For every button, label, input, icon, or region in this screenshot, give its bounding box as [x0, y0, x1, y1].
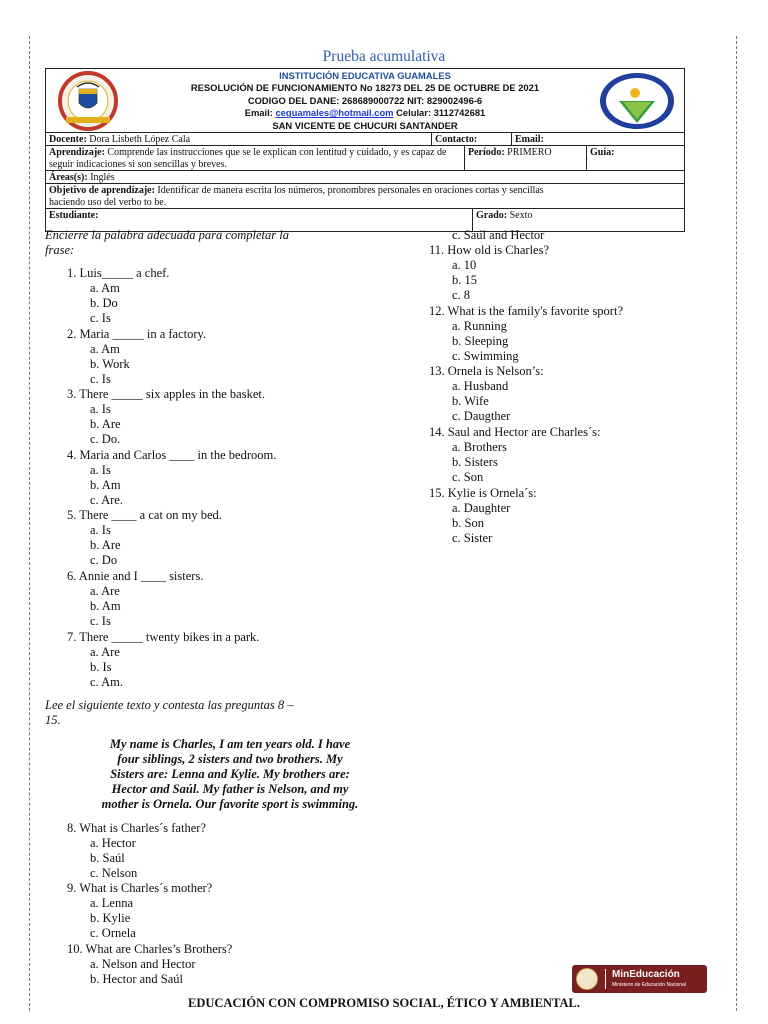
- answer-option[interactable]: b. Saúl: [90, 851, 125, 865]
- answer-option[interactable]: c. Is: [90, 311, 111, 325]
- answer-option[interactable]: b. Do: [90, 296, 118, 310]
- answer-option[interactable]: a. Is: [90, 462, 111, 477]
- answer-option[interactable]: c. Are.: [90, 492, 123, 507]
- header-table: [45, 68, 685, 232]
- instructions-2-line-2: 15.: [45, 713, 61, 727]
- question-text: 13. Ornela is Nelson’s:: [429, 364, 544, 379]
- question-text: 11. How old is Charles?: [429, 243, 550, 257]
- instructions-1-line-2: frase:: [45, 243, 75, 257]
- answer-option[interactable]: b. Work: [90, 356, 130, 371]
- answer-option[interactable]: b. Son: [452, 515, 484, 530]
- docente-row: [46, 133, 684, 146]
- answer-option[interactable]: c. 8: [452, 288, 471, 302]
- left-margin-line: [29, 36, 30, 1011]
- answer-option[interactable]: b. Wife: [452, 394, 489, 409]
- answer-option[interactable]: c. Son: [452, 470, 484, 485]
- answer-option[interactable]: b. Sisters: [452, 455, 498, 470]
- answer-option[interactable]: b. Sleeping: [452, 333, 509, 348]
- question-text: 15. Kylie is Ornela´s:: [429, 485, 537, 500]
- answer-option[interactable]: b. Am: [90, 477, 121, 492]
- aprendizaje-row: [46, 146, 684, 171]
- codes-text: CODIGO DEL DANE: 268689000722 NIT: 829002496-6: [247, 94, 483, 106]
- answer-option[interactable]: a. Brothers: [452, 440, 507, 455]
- instructions-1-line-1: Encierre la palabra adecuada para completar la: [45, 228, 289, 242]
- mineducacion-name: MinEducación: [612, 969, 680, 980]
- answer-option[interactable]: b. Hector and Saúl: [90, 971, 184, 986]
- docente-cell: Docente: Dora Lisbeth López Cala: [49, 134, 191, 145]
- answer-option[interactable]: b. 15: [452, 273, 477, 287]
- answer-option[interactable]: a. Hector: [90, 836, 136, 850]
- periodo-cell: Período: PRIMERO: [464, 146, 586, 170]
- aprendizaje-text: Comprende las instrucciones que se le explican con lentitud y cuidado, y es capaz de seguir indicaciones si son sencillas y breves.: [49, 147, 447, 170]
- answer-option[interactable]: c. Is: [90, 614, 111, 628]
- page-title: Prueba acumulativa: [322, 48, 446, 65]
- contacto-cell: Contacto:: [431, 133, 511, 145]
- footer-motto: EDUCACIÓN CON COMPROMISO SOCIAL, ÉTICO Y AMBIENTAL.: [188, 996, 580, 1010]
- contact-line: [46, 107, 684, 119]
- answer-option[interactable]: a. Running: [452, 318, 507, 333]
- answer-option[interactable]: c. Swimming: [452, 348, 519, 363]
- answer-option[interactable]: b. Are: [90, 538, 121, 553]
- question-text: 3. There _____ six apples in the basket.: [67, 387, 265, 402]
- answer-option[interactable]: b. Are: [90, 417, 121, 432]
- question-text: 2. Maria _____ in a factory.: [67, 326, 207, 341]
- question-text: 4. Maria and Carlos ____ in the bedroom.: [67, 447, 277, 462]
- estudiante-cell: Estudiante:: [49, 210, 99, 221]
- place-text: SAN VICENTE DE CHUCURI SANTANDER: [272, 119, 458, 131]
- answer-option[interactable]: c. Daugther: [452, 409, 511, 424]
- answer-option[interactable]: c. Am.: [90, 674, 123, 689]
- grado-value: Sexto: [509, 210, 533, 221]
- answer-option[interactable]: b. Kylie: [90, 911, 131, 926]
- question-text: 8. What is Charles´s father?: [67, 821, 206, 835]
- email-label: Email:: [244, 107, 273, 119]
- resolution-text: RESOLUCIÓN DE FUNCIONAMIENTO No 18273 DEL 25 DE OCTUBRE DE 2021: [190, 82, 540, 94]
- right-margin-line: [736, 36, 737, 1011]
- institution-name: INSTITUCIÓN EDUCATIVA GUAMALES: [279, 70, 451, 81]
- answer-option[interactable]: a. Am: [90, 281, 120, 295]
- answer-option[interactable]: a. Husband: [452, 379, 509, 394]
- answer-option[interactable]: c. Is: [90, 371, 111, 386]
- reading-line: mother is Ornela. Our favorite sport is swimming.: [101, 797, 359, 811]
- answer-option[interactable]: c. Nelson: [90, 866, 138, 880]
- question-text: 6. Annie and I ____ sisters.: [67, 569, 204, 583]
- answer-option[interactable]: c. Do.: [90, 432, 121, 447]
- objetivo-text-1: Identificar de manera escrita los números, pronombres personales en oraciones cortas y sencillas: [157, 185, 544, 196]
- areas-value: Inglés: [90, 172, 115, 183]
- objetivo-row: [46, 184, 684, 209]
- answer-option[interactable]: a. Lenna: [90, 896, 134, 911]
- answer-option[interactable]: a. 10: [452, 258, 477, 272]
- objetivo-cell: Objetivo de aprendizaje: Identificar de manera escrita los números, pronombres personales en oraciones cortas y sencillas haciendo uso del verbo to be.: [49, 185, 544, 208]
- answer-option[interactable]: a. Are: [90, 644, 120, 659]
- phone-text: Celular: 3112742681: [396, 107, 486, 119]
- answer-option[interactable]: a. Daughter: [452, 500, 511, 515]
- periodo-value: PRIMERO: [507, 147, 552, 158]
- reading-line: Sisters are: Lenna and Kylie. My brothers are:: [110, 767, 350, 781]
- answer-option[interactable]: c. Ornela: [90, 926, 136, 941]
- question-text: 9. What is Charles´s mother?: [67, 881, 213, 896]
- reading-line: My name is Charles, I am ten years old. I have: [109, 737, 351, 751]
- colombia-seal-icon: [576, 968, 598, 990]
- logo-divider: [605, 969, 606, 989]
- answer-option[interactable]: b. Am: [90, 599, 121, 613]
- answer-option[interactable]: a. Nelson and Hector: [90, 956, 196, 971]
- answer-option[interactable]: c. Sister: [452, 530, 493, 545]
- email-cell: Email:: [511, 133, 684, 145]
- answer-option[interactable]: a. Is: [90, 402, 111, 417]
- answer-option[interactable]: c. Do: [90, 553, 118, 568]
- reading-line: Hector and Saúl. My father is Nelson, and my: [111, 782, 349, 796]
- aprendizaje-cell: Aprendizaje: Comprende las instrucciones que se le explican con lentitud y cuidado, y es capaz de seguir indicaciones si son sencillas y breves.: [49, 147, 447, 170]
- mineducacion-logo: [572, 965, 707, 993]
- answer-option[interactable]: a. Am: [90, 341, 120, 356]
- q10-option-c: c. Saúl and Hector: [452, 228, 545, 242]
- school-seal-icon: [597, 71, 677, 131]
- institution-header: [46, 69, 684, 133]
- question-text: 12. What is the family's favorite sport?: [429, 303, 623, 318]
- reading-line: four siblings, 2 sisters and two brothers. My: [117, 752, 343, 766]
- institution-info: [46, 70, 684, 132]
- question-text: 1. Luis_____ a chef.: [67, 266, 170, 280]
- grado-cell: Grado: Sexto: [472, 209, 684, 231]
- areas-cell: Áreas(s): Inglés: [49, 172, 115, 183]
- answer-option[interactable]: a. Are: [90, 584, 120, 598]
- question-text: 5. There ____ a cat on my bed.: [67, 508, 222, 523]
- answer-option[interactable]: b. Is: [90, 659, 112, 674]
- reading-passage: [45, 737, 415, 812]
- mineducacion-subtitle: Ministerio de Educación Nacional: [612, 982, 686, 988]
- institution-email-link[interactable]: ceguamales@hotmail.com: [275, 107, 394, 119]
- areas-row: [46, 171, 684, 184]
- guia-cell: Guía:: [586, 146, 684, 170]
- objetivo-text-2: haciendo uso del verbo to be.: [49, 196, 167, 208]
- question-text: 10. What are Charles’s Brothers?: [67, 941, 233, 956]
- instructions-2-line-1: Lee el siguiente texto y contesta las preguntas 8 –: [45, 698, 294, 712]
- docente-name: Dora Lisbeth López Cala: [89, 134, 191, 145]
- question-text: 14. Saul and Hector are Charles´s:: [429, 425, 601, 440]
- question-text: 7. There _____ twenty bikes in a park.: [67, 629, 260, 644]
- answer-option[interactable]: a. Is: [90, 523, 111, 538]
